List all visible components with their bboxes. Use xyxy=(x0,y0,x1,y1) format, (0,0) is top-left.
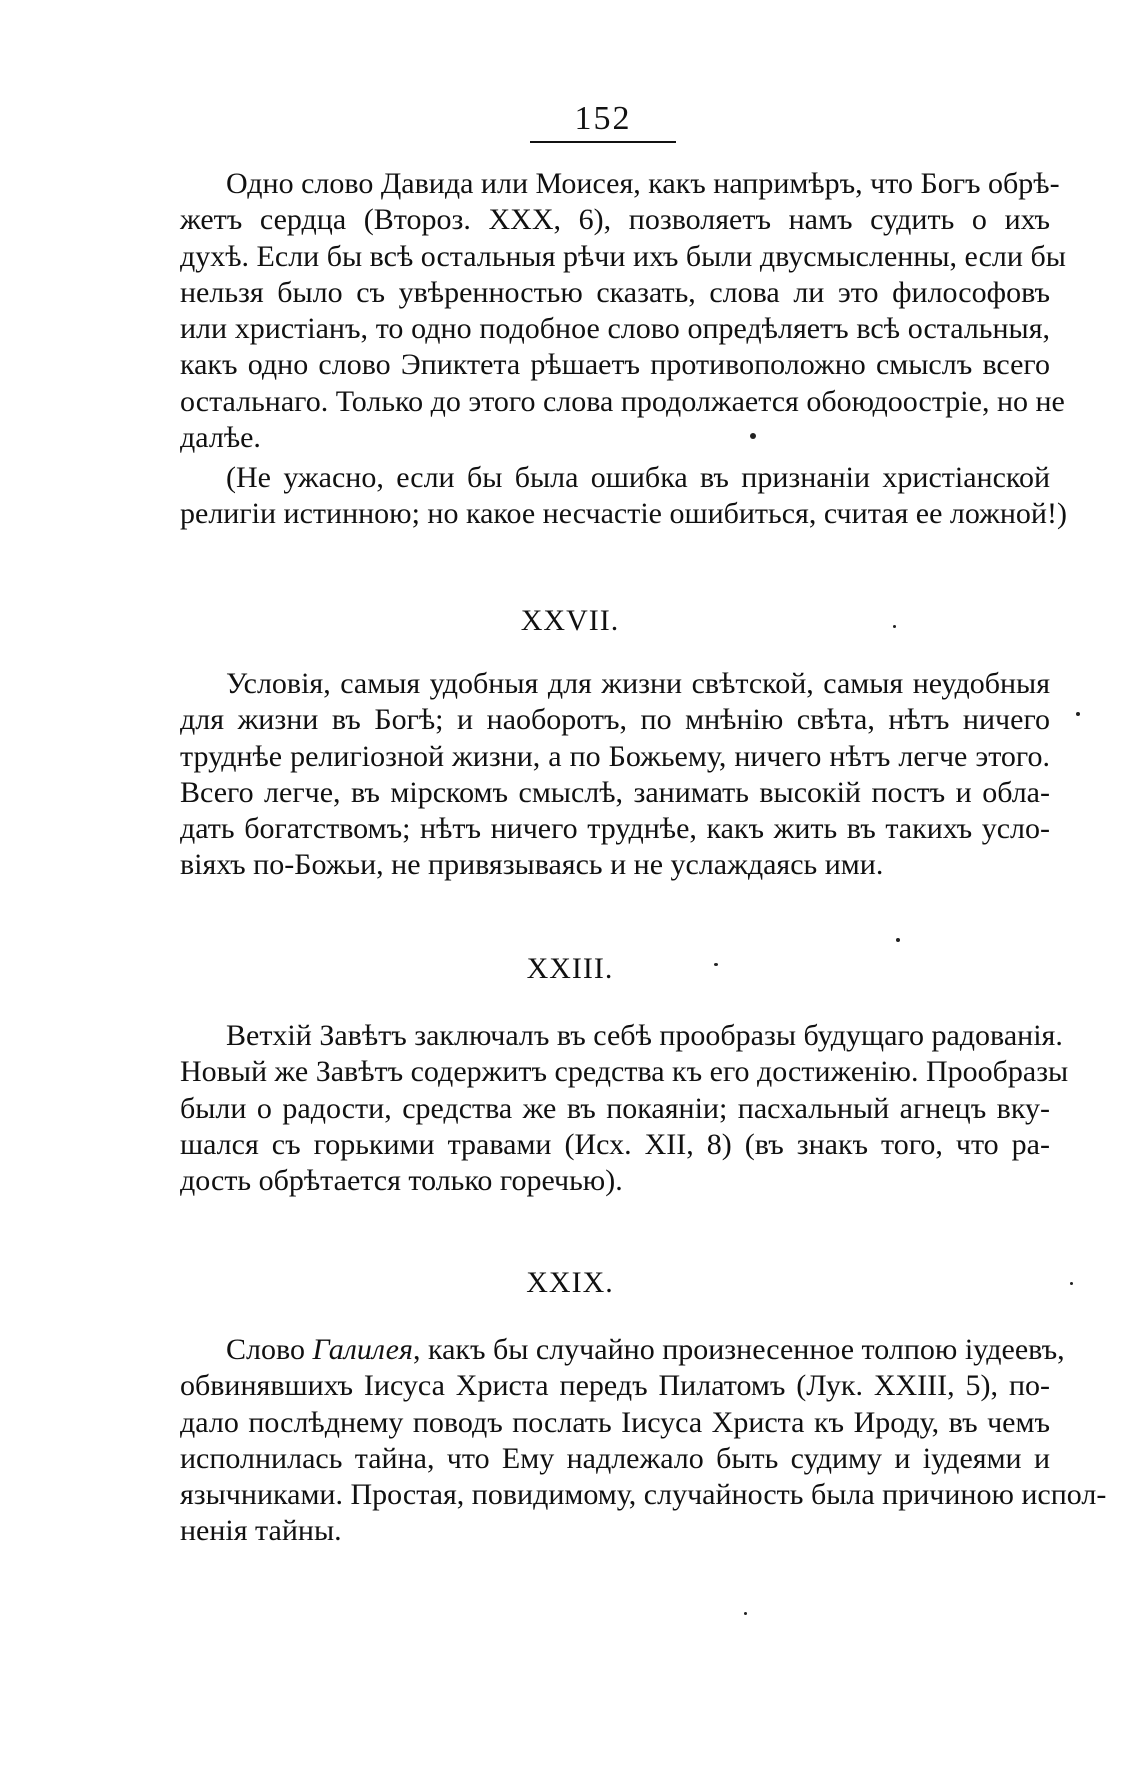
paragraph-5 xyxy=(180,1332,1107,1550)
page-number: 152 xyxy=(574,100,632,137)
text-line: дать богатствомъ; нѣтъ ничего труднѣе, какъ жить въ такихъ усло- xyxy=(180,812,1050,846)
text-line: для жизни въ Богѣ; и наоборотъ, по мнѣнію свѣта, нѣтъ ничего xyxy=(180,703,1050,737)
text-line: остальнаго. Только до этого слова продолжается обоюдоостріе, но не xyxy=(180,384,1065,418)
text-line: віяхъ по-Божьи, не привязываясь и не услаждаясь ими. xyxy=(180,848,884,882)
scan-speck xyxy=(714,963,718,966)
text-line: какъ одно слово Эпиктета рѣшаетъ противоположно смыслъ всего xyxy=(180,348,1050,382)
text-line: религіи истинною; но какое несчастіе ошибиться, считая ее ложной!) xyxy=(180,497,1067,531)
text-line: Всего легче, въ мірскомъ смыслѣ, занимать высокій постъ и обла- xyxy=(180,775,1050,809)
paragraph-3 xyxy=(180,666,1050,884)
page-number-rule xyxy=(530,141,676,143)
text-line: шался съ горькими травами (Исх. XII, 8) (въ знакъ того, что ра- xyxy=(180,1127,1050,1161)
scan-speck xyxy=(1070,1282,1073,1285)
section-heading-xxiii: XXIII. xyxy=(526,952,614,985)
text-line: исполнилась тайна, что Ему надлежало быть судиму и іудеями и xyxy=(180,1441,1050,1475)
paragraph-4 xyxy=(180,1018,1069,1199)
italic-word: Галилея xyxy=(312,1333,413,1366)
section-heading-xxvii: XXVII. xyxy=(520,604,620,637)
text-line: обвинявшихъ Іисуса Христа передъ Пилатомъ (Лук. XXIII, 5), по- xyxy=(180,1369,1050,1403)
text-line: или христіанъ, то одно подобное слово опредѣляетъ всѣ остальныя, xyxy=(180,312,1050,346)
text-line: язычниками. Простая, повидимому, случайность была причиною испол- xyxy=(180,1478,1107,1512)
text-line: (Не ужасно, если бы была ошибка въ признаніи христіанской xyxy=(226,461,1050,494)
text-run: , какъ бы случайно произнесенное толпою іудеевъ, xyxy=(412,1333,1065,1366)
text-line: ненія тайны. xyxy=(180,1514,342,1548)
text-line: дость обрѣтается только горечью). xyxy=(180,1164,623,1198)
text-line: духѣ. Если бы всѣ остальныя рѣчи ихъ были двусмысленны, если бы xyxy=(180,239,1066,273)
section-heading-xxix: XXIX. xyxy=(526,1266,614,1299)
scan-speck xyxy=(750,433,756,439)
text-line: дало послѣднему поводъ послать Іисуса Христа къ Ироду, въ чемъ xyxy=(180,1405,1050,1439)
text-line: далѣе. xyxy=(180,421,261,455)
text-line: Одно слово Давида или Моисея, какъ напримѣръ, что Богъ обрѣ- xyxy=(226,167,1060,200)
paragraph-1 xyxy=(180,166,1066,456)
text-run: Слово xyxy=(226,1333,313,1366)
text-line: Ветхій Завѣтъ заключалъ въ себѣ прообразы будущаго радованія. xyxy=(226,1019,1063,1052)
text-line: жетъ сердца (Второз. XXX, 6), позволяетъ намъ судить о ихъ xyxy=(180,203,1050,237)
text-line: нельзя было съ увѣренностью сказать, слова ли это философовъ xyxy=(180,275,1050,309)
scan-speck xyxy=(893,625,896,628)
scan-speck xyxy=(744,1612,747,1615)
scan-speck xyxy=(896,938,900,942)
text-line: были о радости, средства же въ покаяніи; пасхальный агнецъ вку- xyxy=(180,1091,1050,1125)
text-line: Новый же Завѣтъ содержитъ средства къ его достиженію. Прообразы xyxy=(180,1055,1069,1089)
text-line: труднѣе религіозной жизни, а по Божьему, ничего нѣтъ легче этого. xyxy=(180,739,1050,773)
text-line: Условія, самыя удобныя для жизни свѣтской, самыя неудобныя xyxy=(226,667,1050,700)
paragraph-2 xyxy=(180,460,1067,533)
text-line xyxy=(180,1332,1065,1368)
scan-speck xyxy=(1076,712,1080,716)
